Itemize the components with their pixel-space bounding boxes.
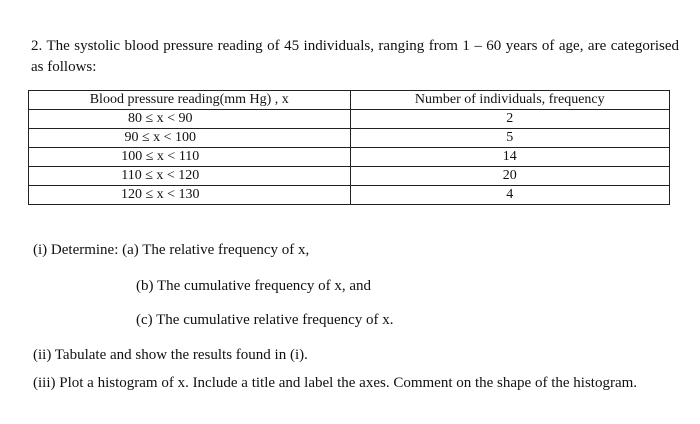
range-cell: 120 ≤ x < 130 [29,186,351,205]
frequency-cell: 4 [350,186,669,205]
question-intro: 2. The systolic blood pressure reading of 45 individuals, ranging from 1 – 60 years of age, are categorised as follows: [31,38,679,75]
part-iii: (iii) Plot a histogram of x. Include a title and label the axes. Comment on the shape of the histogram. [33,375,638,391]
frequency-cell: 5 [350,129,669,148]
range-cell: 100 ≤ x < 110 [29,148,351,167]
blood-pressure-table [28,90,670,205]
part-i-b: (b) The cumulative frequency of x, and [136,278,372,294]
table-row [29,186,670,205]
frequency-cell: 2 [350,110,669,129]
table-row [29,148,670,167]
range-cell: 90 ≤ x < 100 [29,129,351,148]
frequency-cell: 14 [350,148,669,167]
part-i-a: (i) Determine: (a) The relative frequency of x, [33,242,310,258]
range-cell: 110 ≤ x < 120 [29,167,351,186]
table-header-row [29,91,670,110]
column-header-frequency: Number of individuals, frequency [350,91,669,110]
part-i-c: (c) The cumulative relative frequency of x. [136,312,394,328]
range-cell: 80 ≤ x < 90 [29,110,351,129]
part-ii: (ii) Tabulate and show the results found in (i). [33,347,308,363]
column-header-bp-reading: Blood pressure reading(mm Hg) , x [29,91,351,110]
table-row [29,110,670,129]
table-row [29,167,670,186]
frequency-cell: 20 [350,167,669,186]
table-row [29,129,670,148]
